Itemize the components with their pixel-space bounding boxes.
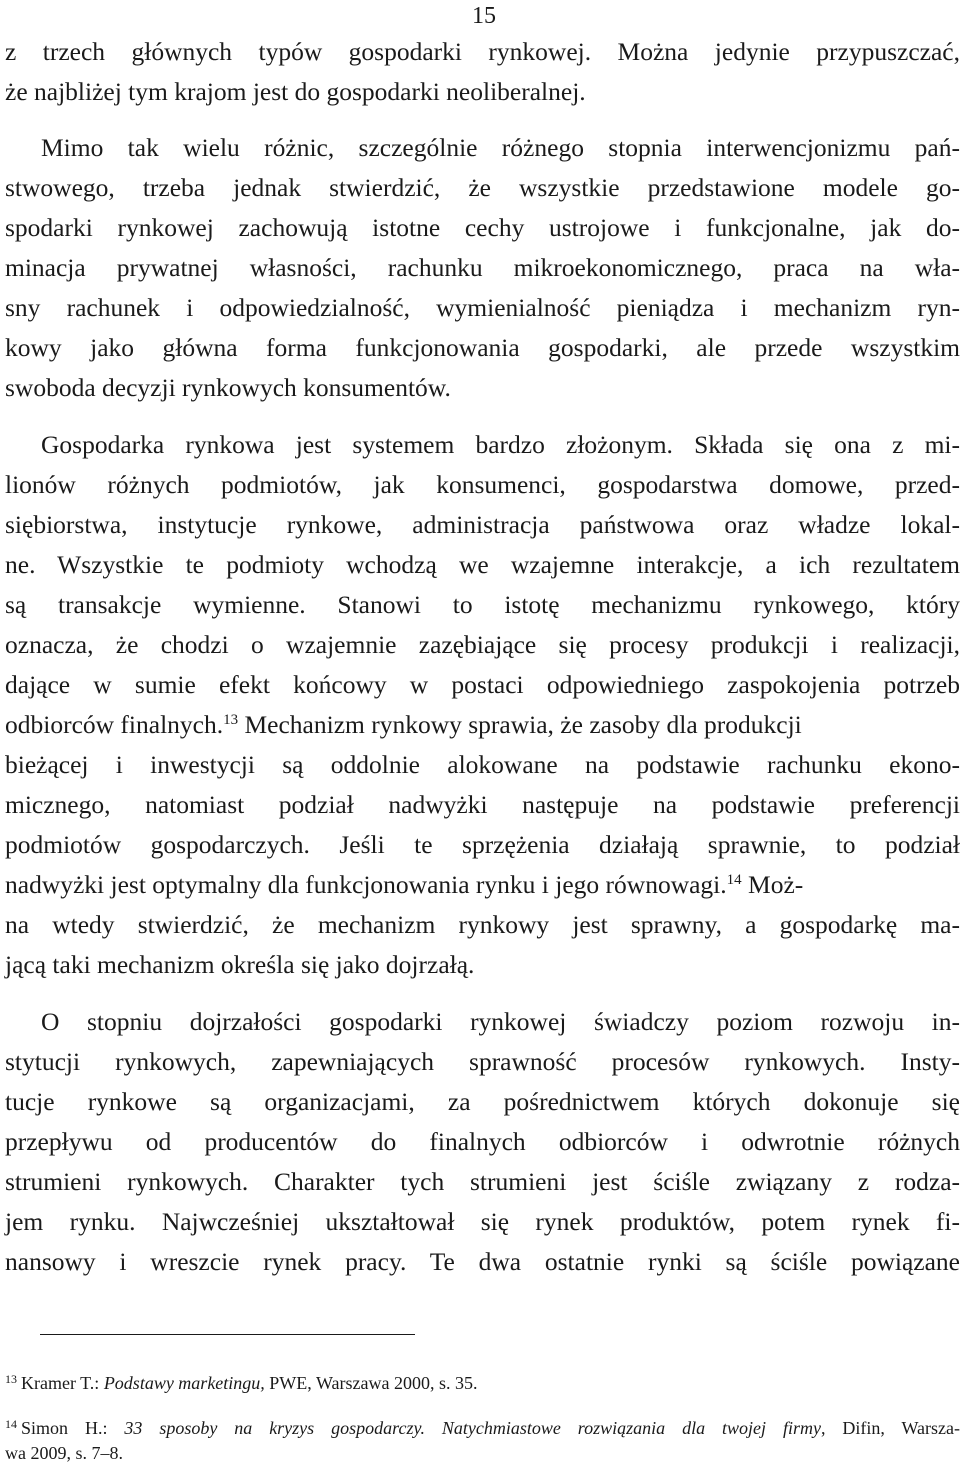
text-line: stwowego, trzeba jednak stwierdzić, że wszystkie przedstawione modele go- — [5, 173, 960, 202]
text-segment: odbiorców finalnych. — [5, 710, 224, 739]
text-line: są transakcje wymienne. Stanowi to istotę mechanizmu rynkowego, który — [5, 590, 960, 619]
text-line: siębiorstwa, instytucje rynkowe, administracja państwowa oraz władze lokal- — [5, 510, 960, 539]
text-line: nansowy i wreszcie rynek pracy. Te dwa ostatnie rynki są ściśle powiązane — [5, 1247, 960, 1276]
text-segment: nadwyżki jest optymalny dla funkcjonowania rynku i jego równowagi. — [5, 870, 727, 899]
footnote-13 — [5, 1370, 960, 1396]
text-segment: Moż- — [741, 870, 804, 899]
footnote-title: Podstawy marketingu, — [103, 1373, 265, 1393]
text-line: jem rynku. Najwcześniej ukształtował się rynek produktów, potem rynek fi- — [5, 1207, 960, 1236]
text-segment: Mechanizm rynkowy sprawia, że zasoby dla produkcji — [238, 710, 802, 739]
page-number: 15 — [472, 3, 496, 29]
footnote-author: Simon H.: — [21, 1418, 125, 1438]
footnote-ref-13[interactable]: 13 — [223, 712, 239, 728]
text-line: przepływu od producentów do finalnych odbiorców i odwrotnie różnych — [5, 1127, 960, 1156]
text-line: Gospodarka rynkowa jest systemem bardzo złożonym. Składa się ona z mi- — [41, 430, 960, 459]
text-line: oznacza, że chodzi o wzajemnie zazębiające się procesy produkcji i realizacji, — [5, 630, 960, 659]
text-line — [5, 865, 960, 905]
footnote-14-continuation: wa 2009, s. 7–8. — [5, 1443, 123, 1463]
text-line: ne. Wszystkie te podmioty wchodzą we wzajemne interakcje, a ich rezultatem — [5, 550, 960, 579]
text-line: micznego, natomiast podział nadwyżki następuje na podstawie preferencji — [5, 790, 960, 819]
footnote-details: PWE, Warszawa 2000, s. 35. — [264, 1373, 478, 1393]
text-line: na wtedy stwierdzić, że mechanizm rynkowy jest sprawny, a gospodarkę ma- — [5, 910, 960, 939]
text-line: że najbliżej tym krajom jest do gospodarki neoliberalnej. — [5, 77, 586, 106]
text-line: podmiotów gospodarczych. Jeśli te sprzężenia działają sprawnie, to podział — [5, 830, 960, 859]
footnote-number: 13 — [5, 1372, 17, 1386]
text-line: kowy jako główna forma funkcjonowania gospodarki, ale przede wszystkim — [5, 333, 960, 362]
text-line: lionów różnych podmiotów, jak konsumenci, gospodarstwa domowe, przed- — [5, 470, 960, 499]
text-line: z trzech głównych typów gospodarki rynkowej. Można jedynie przypuszczać, — [5, 37, 960, 66]
text-line — [5, 705, 960, 745]
text-line: spodarki rynkowej zachowują istotne cechy ustrojowe i funkcjonalne, jak do- — [5, 213, 960, 242]
footnote-separator — [40, 1334, 415, 1335]
footnote-14 — [5, 1415, 960, 1441]
footnote-author: Kramer T.: — [21, 1373, 104, 1393]
text-line: jącą taki mechanizm określa się jako dojrzałą. — [5, 950, 475, 979]
text-line: sny rachunek i odpowiedzialność, wymienialność pieniądza i mechanizm ryn- — [5, 293, 960, 322]
footnote-number: 14 — [5, 1417, 17, 1431]
text-line: strumieni rynkowych. Charakter tych strumieni jest ściśle związany z rodza- — [5, 1167, 960, 1196]
text-line: dające w sumie efekt końcowy w postaci odpowiedniego zaspokojenia potrzeb — [5, 670, 960, 699]
text-line: minacja prywatnej własności, rachunku mikroekonomicznego, praca na wła- — [5, 253, 960, 282]
text-line: swoboda decyzji rynkowych konsumentów. — [5, 373, 451, 402]
footnote-title: 33 sposoby na kryzys gospodarczy. Natychmiastowe rozwiązania dla twojej firmy — [124, 1418, 821, 1438]
footnote-details: , Difin, Warsza- — [820, 1418, 960, 1438]
text-line: tucje rynkowe są organizacjami, za pośrednictwem których dokonuje się — [5, 1087, 960, 1116]
footnote-ref-14[interactable]: 14 — [726, 872, 742, 888]
text-line: Mimo tak wielu różnic, szczególnie różnego stopnia interwencjonizmu pań- — [41, 133, 960, 162]
text-line: stytucji rynkowych, zapewniających sprawność procesów rynkowych. Insty- — [5, 1047, 960, 1076]
text-line: bieżącej i inwestycji są oddolnie alokowane na podstawie rachunku ekono- — [5, 750, 960, 779]
text-line: O stopniu dojrzałości gospodarki rynkowej świadczy poziom rozwoju in- — [41, 1007, 960, 1036]
